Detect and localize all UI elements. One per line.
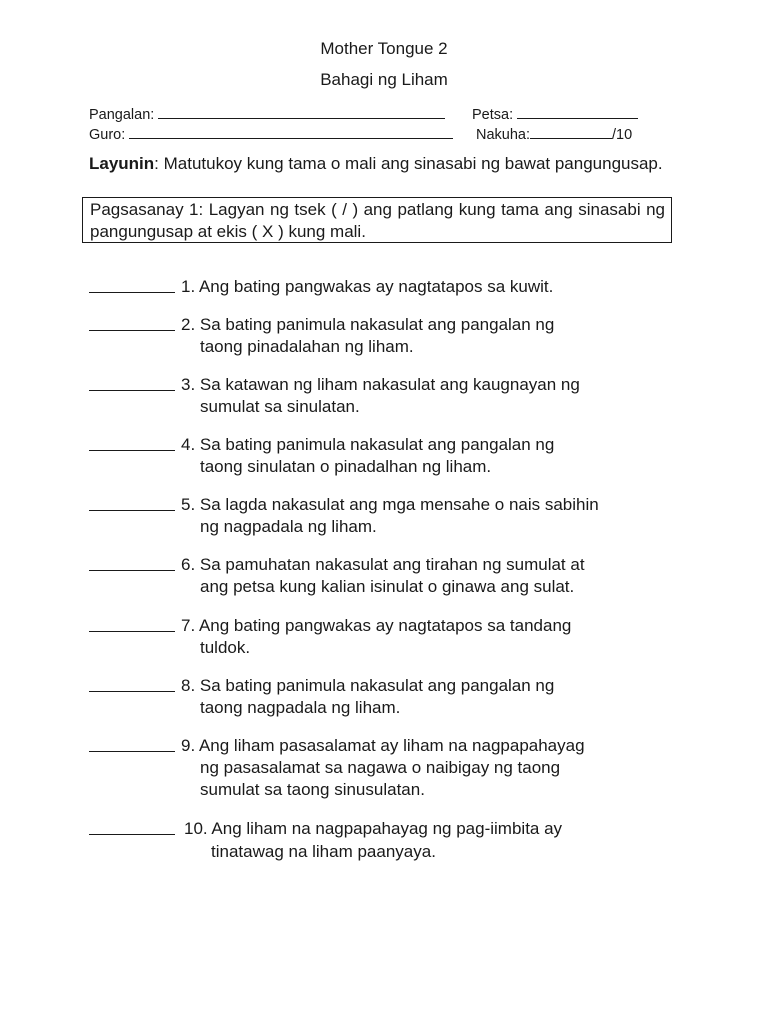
answer-blank[interactable] [89,554,175,571]
answer-blank[interactable] [89,374,175,391]
date-blank[interactable] [517,106,638,119]
question-text: 6. Sa pamuhatan nakasulat ang tirahan ng sumulat at [181,555,585,574]
teacher-field[interactable] [89,126,453,143]
date-field[interactable] [472,106,638,123]
worksheet-subtitle: Bahagi ng Liham [320,70,448,89]
question-text-continued: tuldok. [200,638,251,657]
question-text: 1. Ang bating pangwakas ay nagtatapos sa kuwit. [181,277,554,296]
exercise-instructions-box: Pagsasanay 1: Lagyan ng tsek ( / ) ang patlang kung tama ang sinasabi ng pangungusap at ekis ( X ) kung mali. [82,197,672,243]
question-text-continued: taong pinadalahan ng liham. [200,337,414,356]
question-text-continued: sumulat sa taong sinusulatan. [200,780,425,799]
question-text: 10. Ang liham na nagpapahayag ng pag-iimbita ay [184,819,563,838]
name-field[interactable] [89,106,445,123]
score-field[interactable] [476,126,632,143]
objective-label: Layunin [89,154,155,173]
question-text-continued: taong sinulatan o pinadalhan ng liham. [200,457,492,476]
question-text-continued: sumulat sa sinulatan. [200,397,360,416]
teacher-blank[interactable] [129,126,453,139]
answer-blank[interactable] [89,494,175,511]
answer-blank[interactable] [89,735,175,752]
name-label: Pangalan: [89,107,155,123]
answer-blank[interactable] [89,818,175,835]
date-label: Petsa: [472,107,514,123]
score-label: Nakuha: [476,127,531,143]
answer-blank[interactable] [89,675,175,692]
question-text: 2. Sa bating panimula nakasulat ang pangalan ng [181,315,555,334]
question-text-continued: taong nagpadala ng liham. [200,698,401,717]
objective-text: : Matutukoy kung tama o mali ang sinasabi ng bawat pangungusap. [154,154,663,173]
answer-blank[interactable] [89,276,175,293]
answer-blank[interactable] [89,314,175,331]
objective [89,152,689,175]
question-text: 4. Sa bating panimula nakasulat ang pangalan ng [181,435,555,454]
question-text-continued: ang petsa kung kalian isinulat o ginawa ang sulat. [200,577,575,596]
question-text: 7. Ang bating pangwakas ay nagtatapos sa tandang [181,616,572,635]
question-text-continued: tinatawag na liham paanyaya. [211,842,436,861]
teacher-label: Guro: [89,127,126,143]
question-text-continued: ng nagpadala ng liham. [200,517,377,536]
question-text: 8. Sa bating panimula nakasulat ang pangalan ng [181,676,555,695]
question-text: 3. Sa katawan ng liham nakasulat ang kaugnayan ng [181,375,580,394]
name-blank[interactable] [158,106,445,119]
question-text: 9. Ang liham pasasalamat ay liham na nagpapahayag [181,736,585,755]
question-text-continued: ng pasasalamat sa nagawa o naibigay ng taong [200,758,561,777]
worksheet-title: Mother Tongue 2 [320,39,448,58]
question-text: 5. Sa lagda nakasulat ang mga mensahe o nais sabihin [181,495,599,514]
answer-blank[interactable] [89,615,175,632]
answer-blank[interactable] [89,434,175,451]
score-blank[interactable] [530,126,612,139]
score-total: /10 [612,127,633,143]
